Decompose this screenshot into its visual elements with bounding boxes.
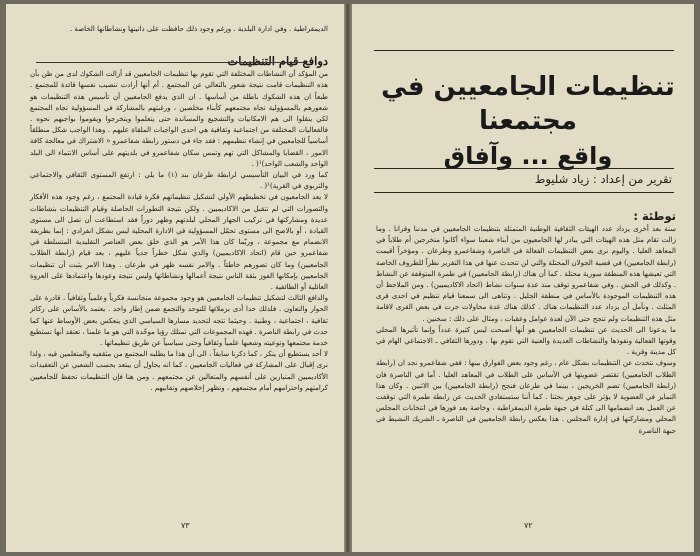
paragraph: من المؤكد أن النشاطات المختلفة التي تقوم بها تنظيمات الجامعيين قد أزالت الشكوك لدى من ظن بأن هذه التنظيمات قامت نتيجة شعور بالتعالي عن المجتمع . أم أنها أرادت تنصيب نفسها قائدة للمجتمع . طبعاً ان هذه الشكوك باطلة من أساسها . ان الذي يدفع الجامعيين أن تأسيس هذه التنظيمات هو شعورهم بالمسؤولية تجاه مجتمعهم كأبناء مخلصين ، ورغبتهم بالمشاركة في المسؤولية تجاه المجتمع لكي ينقلوا الى هم الامكانيات والتشجيع والمساندة حتى يتعلموا ويتخرجوا ويقوموا بواجبهم نحوه . فالفعاليات المختلفة من اجتماعية وثقافية هي احدى الواجبات الملقاة عليهم . وهذا الواجب شكل منطلقاً أساسياً للجامعيين في إنشاء تنظيمهم : فقد جاء في دستور رابطة شفاعمرو « الاشتراك في معالجة كافة الامور ، القضايا والمشاكل التي تهم وتمس سكان شفاعمرو في بلديتهم على أساس الانتماء الى البلد الواحد والشعب الواحد)¹( . — [30, 70, 328, 168]
paragraph: لا يعد الجامعيون في تخطيطهم الأولي لتشكيل تنظيماتهم فكرة قيادة المجتمع ، رغم وجود هذه الأفكار والتصورات التي لم تتقبل من الاكاديميين . ولكن نتيجة التطورات الحاصلة وقيام التنظيمات بنشاطات عديدة ومشاركتها في تركيب الجهاز المحلي لبلدتهم وظهر دوراً فقد استطاعت أن تصل الى مستوى القيادة ، أو بالاصح الى مستوى تحمّل المسؤولية في الادارة المحلية ليس بشكل انفرادي : إنما بطريقة الانضمام مع مجموعة ، وربّما كان هذا الأمر هو الذي خلق بعض العناصر التقليدية المتسلطة في شفاعمرو حين قام (اتحاد الاكاديميين) والذي شكل خطراً جدياً عليهم ، بعد قيام (رابطة الطلاب الجامعيين) وما كان تصورهم خاطئاً . والامر نفسه ظهر في طرعان . وهذا الامر يثبت أن تنظيمات الجامعيين بإمكانها الفوز بثقة الناس نتيجة أعمالها ونشاطاتها وليس نتيجة وعودها واعتمادها على العزوة العائلية أو الطائفية . — [30, 193, 328, 292]
section-heading: دوافع قيام التنظيمات — [227, 54, 328, 69]
intro-heading: توطئة : — [633, 209, 676, 223]
title-line-1: تنظيمات الجامعيين في مجتمعنا — [381, 72, 675, 136]
paragraph: ما يدعونا الى الحديث عن تنظيمات الجامعيين هو أنها أصبحت ليس كثيرة عدداً وإنما تأثيرها المحلي وقوتها الفعالية ونفوذها والنشاطات العديدة والغنية التي تقوم بها ، ودورها الثقافي ـ الاجتماعي الهام في كل مدينة وقرية . — [376, 325, 676, 357]
title-line-2: واقع ... وآفاق — [443, 142, 613, 170]
book-gutter — [344, 4, 352, 552]
title-top-rule — [374, 50, 674, 51]
page-number: ٧٣ — [181, 521, 190, 530]
book-spread — [6, 4, 694, 552]
paragraph: كما ورد في البيان التأسيسي لرابطة طرعان بند (١) ما يلي : ارتفع المستوى الثقافي والاجتماعي والتربوي في القرية)¹( . — [30, 171, 328, 191]
right-page-body — [376, 208, 676, 437]
article-title — [378, 70, 678, 172]
paragraph: سنة بعد أخرى يزداد عدد الهيئات الثقافية الوطنية المتمثلة بتنظيمات الجامعيين في مدننا وقرانا . وما زالت تقام مثل هذه الهيئات التي يبادر لها الجامعيون من أبناء شعبنا سواء أكانوا متخرجين أم طلاباً في المعاهد العليا . واليوم نرى بعض التنظيمات الفعالة في الناصرة وشفاعمرو وطرعان . ومؤخراً أقيمت (رابطة الجامعيين) في قضية الجولان المحتلة والتي لن تتحدث عنها في هذا التقرير نظراً للظروف الخاصة التي تعيشها هذه المنطقة سورية محتلة . كما أن هناك (رابطة الجامعيين) في طمرة المتوقفة عن النشاط . وكذلك في الجش . وفي شفاعمرو توقف منذ عدة سنوات نشاط (اتحاد الاكاديميين) . ومن الملاحظ أن هذه التنظيمات الموجودة بالأساس في منطقة الجليل . وتناهى الى سمعنا قيام تنظيم في احدى قرى المثلث . ونأمل أن يزداد عدد التنظيمات هناك . كذلك هناك عدة محاولات جرت في بعض القرى لاقامة مثل هذه التنظيمات ولم تنجح حتى الآن لعدة عوامل وعقبات ، ومثال على ذلك : سخنين . — [376, 225, 676, 323]
byline: تقرير من إعداد : زياد شليوط — [534, 172, 672, 186]
byline-bottom-rule — [374, 192, 674, 193]
left-page — [6, 4, 344, 552]
left-page-body — [30, 24, 328, 394]
page-number: ٧٢ — [524, 521, 533, 530]
right-page — [352, 4, 694, 552]
paragraph: والدافع الثالث لتشكيل تنظيمات الجامعيين هو وجود مجموعة متجانسة فكرياً وعلمياً وثقافياً ، قادرة على الحوار والتعاون . فلذلك حدا أدى بزملائها للتوحد والتجمع ضمن إطار واحد . يعتمد بالأساس على ركائز ثقافية ، اجتماعية ، وطنية . وحيثما تتجه لتحديد مسارها السياسي الذي ينعكس بعض الأوساط عنها كما حدث في رابطة الناصرة . فهذه المجموعات التي تمتلك رؤيا موحّدة التي هو ما علمنا ، تعتقد أنها تستطيع خدمة مجتمعها وتوعيته وشعبها علمياً وثقافياً وحتى سياسياً عن طريق تنظيماتها . — [29, 294, 328, 348]
paragraph: وسوف نتحدث عن التنظيمات بشكل عام ، رغم وجود بعض الفوارق بينها : ففي شفاعمرو نجد ان (رابطة الطلاب الجامعيين) تقتصر عضويتها في الأساس على الطلاب في المعاهد العليا . أما في الناصرة فان (رابطة الجامعيين) تضم الخريجين ، بينما في طرعان فنجح (رابطة الجامعيين) بين الاثنين . وكان هذا التمايز في العضوية لا يؤثر على جوهر بحثنا . كما أننا ستستفادي الحديث عن رابطة طمرة التي توقفت عن العمل بعد انضمامها الى كتلة في جبهة طمرة الديمقراطية ، وخاصة بعد فوزها في انتخابات المجلس المحلي ومشاركتها في إدارة المجلس . هذا يعكس رابطة الجامعيين في الناصرة ـ الشريك النشيط في جبهة الناصرة — [376, 359, 676, 435]
left-top-line: الديمقراطية . وفي ادارة البلدية . ورغم وجود ذلك حافظت على ذاتيتها ونشاطاتها الخاصة . — [69, 25, 328, 33]
byline-rule — [374, 168, 674, 169]
paragraph: لا أحد يستطيع أن ينكر ، كما ذكرنا سابقاً ، الى أن هذا ما يطلبه المجتمع من مثقفيه والمتعلمين فيه ، ولذا نرى إقبال على المشاركة في فعاليات الجامعيين ، كما انه يحاول أن يبتعد بحسب الشعبي عن التعقيدات الأكاديميين المتبارين على أنفسهم والمتعالين عن مجتمعهم . ومن هنا فإن التنظيمات تحفظ للجامعيين كرامتهم واحترامهم أمام مجتمعهم ، وتظهر إخلاصهم وتفانيهم . — [30, 350, 328, 392]
header-rule — [36, 62, 306, 63]
